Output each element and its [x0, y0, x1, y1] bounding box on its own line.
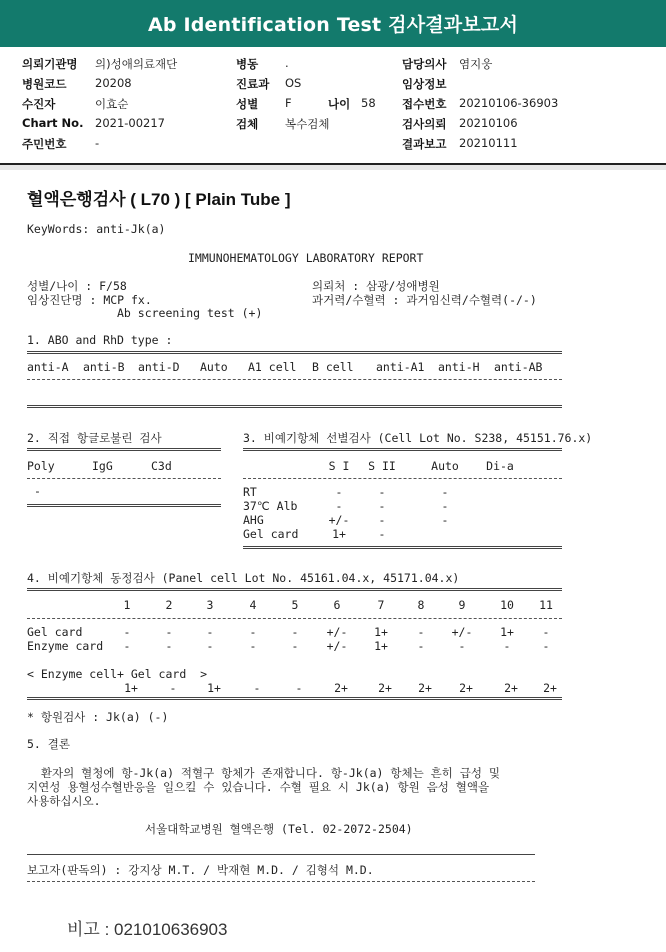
report-heading: 혈액은행검사 ( L70 ) [ Plain Tube ]	[27, 190, 291, 209]
transfusion-history: 과거력/수혈력 : 과거임신력/수혈력(-/-)	[312, 293, 537, 307]
dash-rule	[27, 478, 221, 479]
info-label: 진료과	[236, 77, 270, 91]
screening-cell: -	[441, 485, 449, 499]
panel-cell-number: 2	[165, 598, 173, 612]
info-label: 결과보고	[402, 137, 447, 151]
screening-cell: -	[378, 513, 386, 527]
screening-col-header: Di-a	[486, 459, 514, 473]
enzyme-cell: 2+	[504, 681, 518, 695]
panel-cell: -	[291, 639, 299, 653]
enzyme-cell: 2+	[378, 681, 392, 695]
info-label: 담당의사	[402, 57, 447, 71]
section-5-title: 5. 결론	[27, 737, 70, 751]
panel-cell-number: 4	[249, 598, 257, 612]
info-value: OS	[285, 76, 302, 90]
conclusion-line: 환자의 혈청에 항-Jk(a) 적혈구 항체가 존재합니다. 항-Jk(a) 항체는 흔히 급성 및	[27, 766, 501, 780]
panel-cell-number: 5	[291, 598, 299, 612]
patient-info-panel	[0, 47, 666, 164]
info-value: 의)성애의료재단	[95, 57, 178, 71]
panel-cell: -	[542, 639, 550, 653]
info-label: 병원코드	[22, 77, 67, 91]
section-3-title: 3. 비예기항체 선별검사 (Cell Lot No. S238, 45151.76.x)	[243, 431, 593, 445]
enzyme-cell: 2+	[334, 681, 348, 695]
info-label: 의뢰기관명	[22, 57, 78, 71]
panel-cell: -	[249, 639, 257, 653]
screening-col-header: Auto	[431, 459, 459, 473]
panel-cell: -	[249, 625, 257, 639]
rule	[27, 854, 535, 855]
abo-col-header: anti-AB	[494, 360, 543, 374]
panel-cell: -	[417, 625, 425, 639]
panel-cell-number: 8	[417, 598, 425, 612]
info-value: 이효순	[95, 97, 129, 111]
info-value: 복수검체	[285, 117, 330, 131]
enzyme-label: < Enzyme cell+ Gel card >	[27, 667, 208, 681]
diagnosis: 임상진단명 : MCP fx.	[27, 293, 152, 307]
panel-cell: +/-	[326, 639, 348, 653]
panel-cell-number: 6	[333, 598, 341, 612]
panel-cell: 1+	[500, 625, 514, 639]
screening-cell: -	[378, 527, 386, 541]
lab-report-page	[0, 170, 666, 952]
info-value: -	[95, 136, 100, 150]
panel-row-label: Gel card	[27, 625, 83, 639]
report-title: Ab Identification Test 검사결과보고서	[147, 14, 519, 36]
enzyme-cell: 2+	[459, 681, 473, 695]
panel-cell-number: 3	[206, 598, 214, 612]
lab-title: IMMUNOHEMATOLOGY LABORATORY REPORT	[188, 251, 424, 265]
info-value: 염지웅	[459, 57, 493, 71]
remark: 비고 : 021010636903	[67, 920, 228, 939]
screening-cell: -	[378, 485, 386, 499]
screening-row-label: RT	[243, 485, 257, 499]
enzyme-cell: 2+	[418, 681, 432, 695]
conclusion-line: 지연성 용혈성수혈반응을 일으킬 수 있습니다. 수혈 필요 시 Jk(a) 항원 음성 혈액을	[27, 780, 490, 794]
panel-cell: -	[542, 625, 550, 639]
panel-cell-number: 10	[500, 598, 514, 612]
section-4-title: 4. 비예기항체 동정검사 (Panel cell Lot No. 45161.04.x, 45171.04.x)	[27, 571, 460, 585]
info-value: .	[285, 56, 289, 70]
panel-cell: -	[165, 625, 173, 639]
info-label: 성별	[236, 97, 259, 111]
abo-col-header: anti-H	[438, 360, 480, 374]
section-2-title: 2. 직접 항글로불린 검사	[27, 431, 162, 445]
double-rule	[27, 448, 221, 451]
enzyme-cell: 1+	[207, 681, 221, 695]
screening-cell: 1+	[332, 527, 346, 541]
screening-cell: -	[441, 499, 449, 513]
info-value: 20210106	[459, 116, 518, 130]
screening-row-label: Gel card	[243, 527, 299, 541]
info-value: 20208	[95, 76, 132, 90]
info-value: 20210106-36903	[459, 96, 559, 110]
panel-cell-number: 1	[123, 598, 131, 612]
double-rule	[27, 588, 562, 591]
double-rule	[243, 448, 562, 451]
report-header-bar	[0, 0, 666, 47]
abo-col-header: A1 cell	[248, 360, 297, 374]
panel-cell: -	[417, 639, 425, 653]
panel-cell: 1+	[374, 625, 388, 639]
requester: 의뢰처 : 삼광/성애병원	[312, 279, 440, 293]
double-rule	[27, 405, 562, 408]
panel-cell: 1+	[374, 639, 388, 653]
conclusion-line: 사용하십시오.	[27, 794, 101, 808]
dat-col-poly: Poly	[27, 459, 55, 473]
screening-cell: -	[335, 499, 343, 513]
double-rule	[27, 351, 562, 354]
info-label: 검체	[236, 117, 259, 131]
keywords: KeyWords: anti-Jk(a)	[27, 222, 166, 236]
abo-col-header: anti-A	[27, 360, 69, 374]
enzyme-cell: -	[295, 681, 303, 695]
section-1-title: 1. ABO and RhD type :	[27, 333, 173, 347]
reporters: 보고자(판독의) : 강지상 M.T. / 박재현 M.D. / 김형석 M.D.	[27, 863, 374, 877]
info-label: 접수번호	[402, 97, 447, 111]
info-value: F	[285, 96, 292, 110]
info-value: 2021-00217	[95, 116, 165, 130]
sex-age: 성별/나이 : F/58	[27, 279, 127, 293]
info-value: 58	[361, 96, 376, 110]
diagnosis-line2: Ab screening test (+)	[117, 306, 263, 320]
double-rule	[243, 546, 562, 549]
screening-cell: -	[441, 513, 449, 527]
screening-col-header: S II	[368, 459, 396, 473]
antigen-test: * 항원검사 : Jk(a) (-)	[27, 710, 169, 724]
panel-cell: -	[123, 625, 131, 639]
enzyme-cell: 1+	[124, 681, 138, 695]
screening-cell: -	[378, 499, 386, 513]
panel-cell-number: 7	[377, 598, 385, 612]
abo-col-header: B cell	[312, 360, 354, 374]
hospital-contact: 서울대학교병원 혈액은행 (Tel. 02-2072-2504)	[145, 822, 413, 836]
screening-cell: +/-	[328, 513, 350, 527]
info-label: 수진자	[22, 97, 56, 111]
info-label: 검사의뢰	[402, 117, 447, 131]
enzyme-cell: 2+	[543, 681, 557, 695]
panel-cell: -	[206, 639, 214, 653]
abo-col-header: anti-D	[138, 360, 180, 374]
abo-col-header: anti-B	[83, 360, 125, 374]
panel-cell: -	[123, 639, 131, 653]
abo-col-header: anti-A1	[376, 360, 425, 374]
dat-col-igg: IgG	[92, 459, 113, 473]
panel-cell: -	[206, 625, 214, 639]
panel-cell-number: 9	[458, 598, 466, 612]
panel-cell: -	[165, 639, 173, 653]
dat-value-poly: -	[34, 484, 41, 498]
dash-rule	[243, 478, 562, 479]
info-label: 병동	[236, 57, 259, 71]
info-value: 20210111	[459, 136, 518, 150]
panel-cell: -	[291, 625, 299, 639]
dash-rule	[27, 881, 535, 882]
panel-cell: -	[458, 639, 466, 653]
screening-row-label: 37℃ Alb	[243, 499, 298, 513]
info-label: Chart No.	[22, 116, 84, 130]
panel-cell-number: 11	[539, 598, 553, 612]
info-label: 주민번호	[22, 137, 67, 151]
dash-rule	[27, 618, 562, 619]
panel-cell: -	[503, 639, 511, 653]
info-label: 나이	[328, 97, 351, 111]
panel-cell: +/-	[451, 625, 473, 639]
panel-cell: +/-	[326, 625, 348, 639]
double-rule	[27, 697, 562, 700]
screening-col-header: S I	[328, 459, 350, 473]
screening-cell: -	[335, 485, 343, 499]
info-label: 임상정보	[402, 77, 447, 91]
dash-rule	[27, 379, 562, 380]
panel-row-label: Enzyme card	[27, 639, 104, 653]
enzyme-cell: -	[169, 681, 177, 695]
dat-col-c3d: C3d	[151, 459, 172, 473]
enzyme-cell: -	[253, 681, 261, 695]
screening-row-label: AHG	[243, 513, 264, 527]
abo-col-header: Auto	[200, 360, 228, 374]
double-rule	[27, 504, 221, 507]
